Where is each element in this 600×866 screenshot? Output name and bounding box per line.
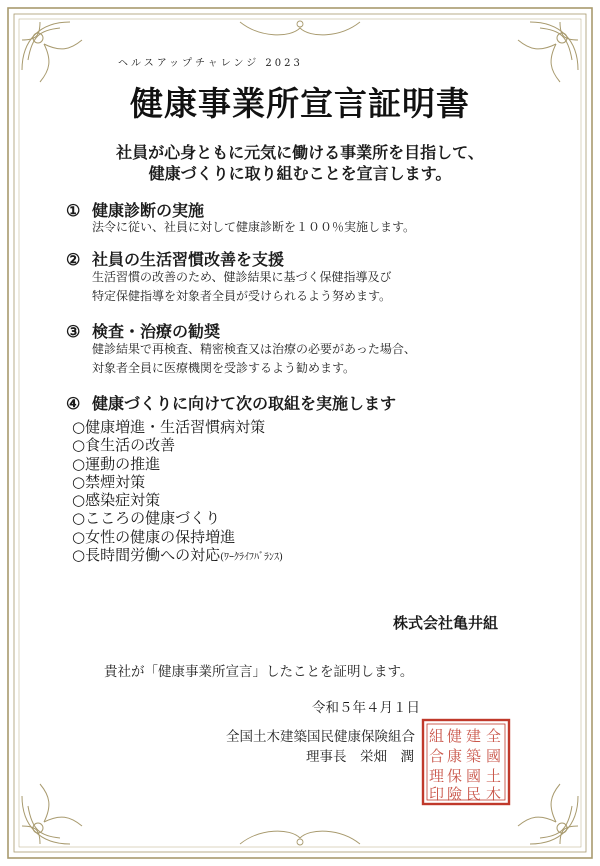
intro-text bbox=[0, 142, 600, 184]
certification-statement: 貴社が「健康事業所宣言」したことを証明します。 bbox=[104, 664, 414, 680]
section-3-heading bbox=[66, 319, 220, 342]
section-body-line: 生活習慣の改善のため、健診結果に基づく保健指導及び bbox=[92, 270, 392, 284]
company-name: 株式会社亀井組 bbox=[393, 614, 499, 632]
svg-text:理: 理 bbox=[429, 767, 445, 785]
svg-text:土: 土 bbox=[486, 767, 502, 785]
section-title: 健康診断の実施 bbox=[92, 201, 205, 220]
svg-text:全: 全 bbox=[486, 727, 502, 745]
intro-line-2: 健康づくりに取り組むことを宣言します。 bbox=[148, 164, 452, 183]
svg-text:康: 康 bbox=[447, 747, 463, 765]
section-body-line: 特定保健指導を対象者全員が受けられるよう努めます。 bbox=[92, 289, 392, 303]
section-body-line: 健診結果で再検査、精密検査又は治療の必要があった場合、 bbox=[92, 342, 416, 356]
svg-text:築: 築 bbox=[466, 747, 482, 765]
section-number: ③ bbox=[66, 322, 81, 341]
svg-text:險: 險 bbox=[447, 785, 463, 803]
svg-text:民: 民 bbox=[466, 785, 482, 803]
section-2-heading bbox=[66, 247, 284, 270]
chairman-name: 理事長 栄畑 潤 bbox=[306, 749, 414, 765]
section-4-heading bbox=[66, 391, 396, 414]
issue-date: 令和５年４月１日 bbox=[312, 700, 420, 716]
list-item-text: ○長時間労働への対応 bbox=[72, 546, 221, 565]
svg-text:國: 國 bbox=[486, 747, 502, 765]
list-item: ○こころの健康づくり bbox=[72, 509, 221, 528]
section-number: ① bbox=[66, 201, 81, 220]
svg-text:木: 木 bbox=[486, 785, 502, 803]
svg-text:健: 健 bbox=[447, 727, 463, 745]
section-body-line: 対象者全員に医療機関を受診するよう勧めます。 bbox=[92, 361, 356, 375]
list-item: ○運動の推進 bbox=[72, 454, 161, 473]
svg-text:保: 保 bbox=[447, 767, 463, 785]
svg-text:建: 建 bbox=[466, 727, 482, 745]
issuer-name: 全国土木建築国民健康保険組合 bbox=[226, 729, 415, 745]
intro-line-1: 社員が心身ともに元気に働ける事業所を目指して、 bbox=[116, 143, 484, 162]
section-2-body bbox=[92, 268, 392, 306]
program-subtitle: ヘルスアップチャレンジ 2023 bbox=[118, 58, 303, 69]
section-body-line: 法令に従い、社員に対して健康診断を１００％実施します。 bbox=[92, 220, 416, 234]
official-seal bbox=[420, 717, 512, 807]
list-item bbox=[72, 546, 283, 567]
list-item: ○禁煙対策 bbox=[72, 472, 146, 491]
list-item: ○健康増進・生活習慣病対策 bbox=[72, 418, 266, 436]
section-title: 社員の生活習慣改善を支援 bbox=[92, 250, 285, 269]
list-item: ○女性の健康の保持増進 bbox=[72, 527, 236, 546]
section-1-body bbox=[92, 218, 415, 237]
section-number: ② bbox=[66, 250, 81, 269]
section-number: ④ bbox=[66, 394, 81, 413]
svg-text:合: 合 bbox=[429, 747, 445, 765]
section-3-body bbox=[92, 340, 416, 378]
section-title: 検査・治療の勧奨 bbox=[92, 322, 221, 341]
initiative-list bbox=[72, 418, 283, 567]
list-item: ○感染症対策 bbox=[72, 491, 161, 510]
svg-text:組: 組 bbox=[429, 727, 445, 745]
page-title: 健康事業所宣言証明書 bbox=[130, 84, 470, 123]
svg-text:印: 印 bbox=[429, 785, 445, 803]
list-item: ○食生活の改善 bbox=[72, 436, 176, 455]
svg-text:國: 國 bbox=[466, 767, 482, 785]
list-item-note: (ﾜｰｸﾗｲﾌﾊﾞﾗﾝｽ) bbox=[220, 552, 283, 564]
section-title: 健康づくりに向けて次の取組を実施します bbox=[92, 394, 397, 413]
